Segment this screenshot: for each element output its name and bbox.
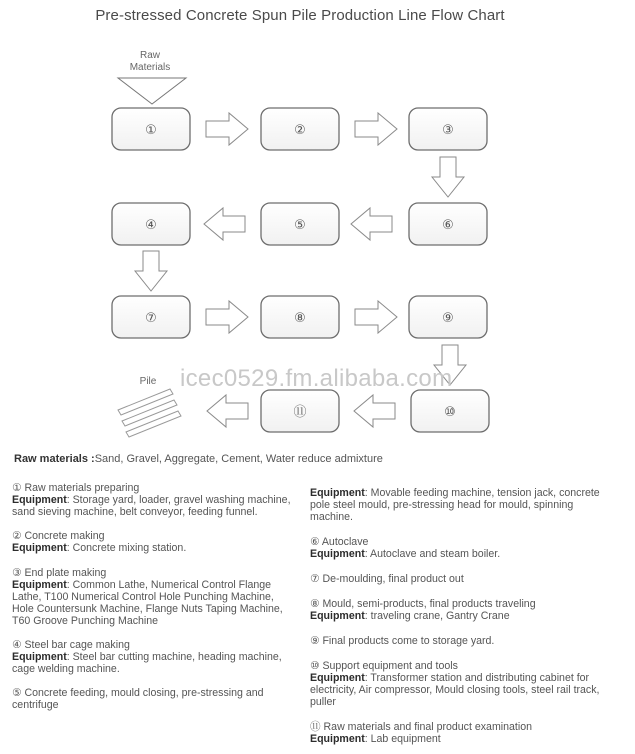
watermark: icec0529.fm.alibaba.com (180, 365, 453, 392)
node-2 (261, 108, 339, 150)
node-1 (112, 108, 190, 150)
node-6-label: ⑥ (442, 218, 454, 233)
step-5 (12, 687, 297, 711)
node-2-label: ② (294, 123, 306, 138)
equipment-label: Equipment (310, 548, 365, 560)
node-10-label: ⑩ (444, 405, 456, 420)
step-6-heading: ⑥ Autoclave (310, 536, 369, 548)
step-5-equipment-block (310, 487, 610, 523)
step-7 (310, 573, 610, 585)
step-8 (310, 598, 610, 622)
arrow-right-icon (355, 301, 397, 333)
raw-materials-label-line2: Materials (129, 62, 171, 73)
arrow-left-icon (204, 208, 245, 240)
raw-materials-text: Sand, Gravel, Aggregate, Cement, Water reduce admixture (94, 453, 383, 465)
pile-icon (118, 389, 181, 437)
node-11-label: ⑪ (293, 405, 307, 420)
step-11-equipment: : Lab equipment (364, 733, 441, 745)
equipment-label: Equipment (12, 651, 67, 663)
node-9-label: ⑨ (442, 311, 454, 326)
node-4-label: ④ (145, 218, 157, 233)
arrow-left-icon (351, 208, 392, 240)
equipment-label: Equipment (310, 672, 365, 684)
arrow-left-icon (207, 395, 248, 427)
chart-title: Pre-stressed Concrete Spun Pile Production Line Flow Chart (95, 7, 505, 24)
node-8 (261, 296, 339, 338)
step-2 (12, 530, 297, 554)
node-5-label: ⑤ (294, 218, 306, 233)
step-4-heading: ④ Steel bar cage making (12, 639, 130, 651)
raw-materials-line (14, 453, 383, 465)
equipment-label: Equipment (310, 487, 365, 499)
steps-right-column (310, 487, 610, 745)
step-2-heading: ② Concrete making (12, 530, 105, 542)
equipment-label: Equipment (310, 733, 365, 745)
arrow-right-icon (206, 113, 248, 145)
equipment-label: Equipment (12, 494, 67, 506)
node-7 (112, 296, 190, 338)
step-4-equipment: : Steel bar cutting machine, heading machine, cage welding machine. (12, 651, 282, 675)
step-10-equipment: : Transformer station and distributing cabinet for electricity, Air compressor, Mould closing tools, steel rail track, puller (310, 672, 600, 708)
step-2-equipment: : Concrete mixing station. (66, 542, 187, 554)
arrow-right-icon (355, 113, 397, 145)
equipment-label: Equipment (12, 579, 67, 591)
node-4 (112, 203, 190, 245)
equipment-label: Equipment (12, 542, 67, 554)
step-1-heading: ① Raw materials preparing (12, 482, 140, 494)
node-7-label: ⑦ (145, 311, 157, 326)
funnel-icon (118, 78, 186, 104)
step-8-heading: ⑧ Mould, semi-products, final products traveling (310, 598, 536, 610)
step-9-heading: ⑨ Final products come to storage yard. (310, 635, 495, 647)
step-10-heading: ⑩ Support equipment and tools (310, 660, 458, 672)
raw-materials-label: Raw materials : (14, 453, 95, 465)
node-1-label: ① (145, 123, 157, 138)
step-11 (310, 721, 610, 745)
node-6 (409, 203, 487, 245)
step-3-equipment: : Common Lathe, Numerical Control Flange Lathe, T100 Numerical Control Hole Punching Machine, Hole Countersunk Machine, Flange Nuts Taping Machine, T60 Groove Punching Machine (12, 579, 283, 627)
step-7-heading: ⑦ De-moulding, final product out (310, 573, 464, 585)
node-8-label: ⑧ (294, 311, 306, 326)
raw-materials-label-line1: Raw (139, 50, 161, 61)
node-10 (411, 390, 489, 432)
step-9 (310, 635, 610, 647)
pile-label: Pile (139, 376, 157, 387)
step-5-heading: ⑤ Concrete feeding, mould closing, pre-stressing and centrifuge (12, 687, 264, 711)
step-11-heading: ⑪ Raw materials and final product examination (310, 721, 532, 733)
steps-left-column (12, 482, 297, 711)
step-8-equipment: : traveling crane, Gantry Crane (364, 610, 510, 622)
step-5-equipment: : Movable feeding machine, tension jack, concrete pole steel mould, pre-stressing head for mould, spinning machine. (310, 487, 600, 523)
arrow-down-icon (432, 157, 464, 197)
arrow-left-icon (354, 395, 395, 427)
step-6-equipment: : Autoclave and steam boiler. (364, 548, 501, 560)
step-10 (310, 660, 610, 708)
equipment-label: Equipment (310, 610, 365, 622)
step-6 (310, 536, 610, 560)
arrow-down-icon (135, 251, 167, 291)
node-11 (261, 390, 339, 432)
step-4 (12, 639, 297, 675)
node-5 (261, 203, 339, 245)
node-9 (409, 296, 487, 338)
step-3 (12, 567, 297, 627)
step-3-heading: ③ End plate making (12, 567, 107, 579)
arrow-right-icon (206, 301, 248, 333)
node-3 (409, 108, 487, 150)
step-1 (12, 482, 297, 518)
step-1-equipment: : Storage yard, loader, gravel washing machine, sand sieving machine, belt conveyor, feeding funnel. (12, 494, 291, 518)
node-3-label: ③ (442, 123, 454, 138)
